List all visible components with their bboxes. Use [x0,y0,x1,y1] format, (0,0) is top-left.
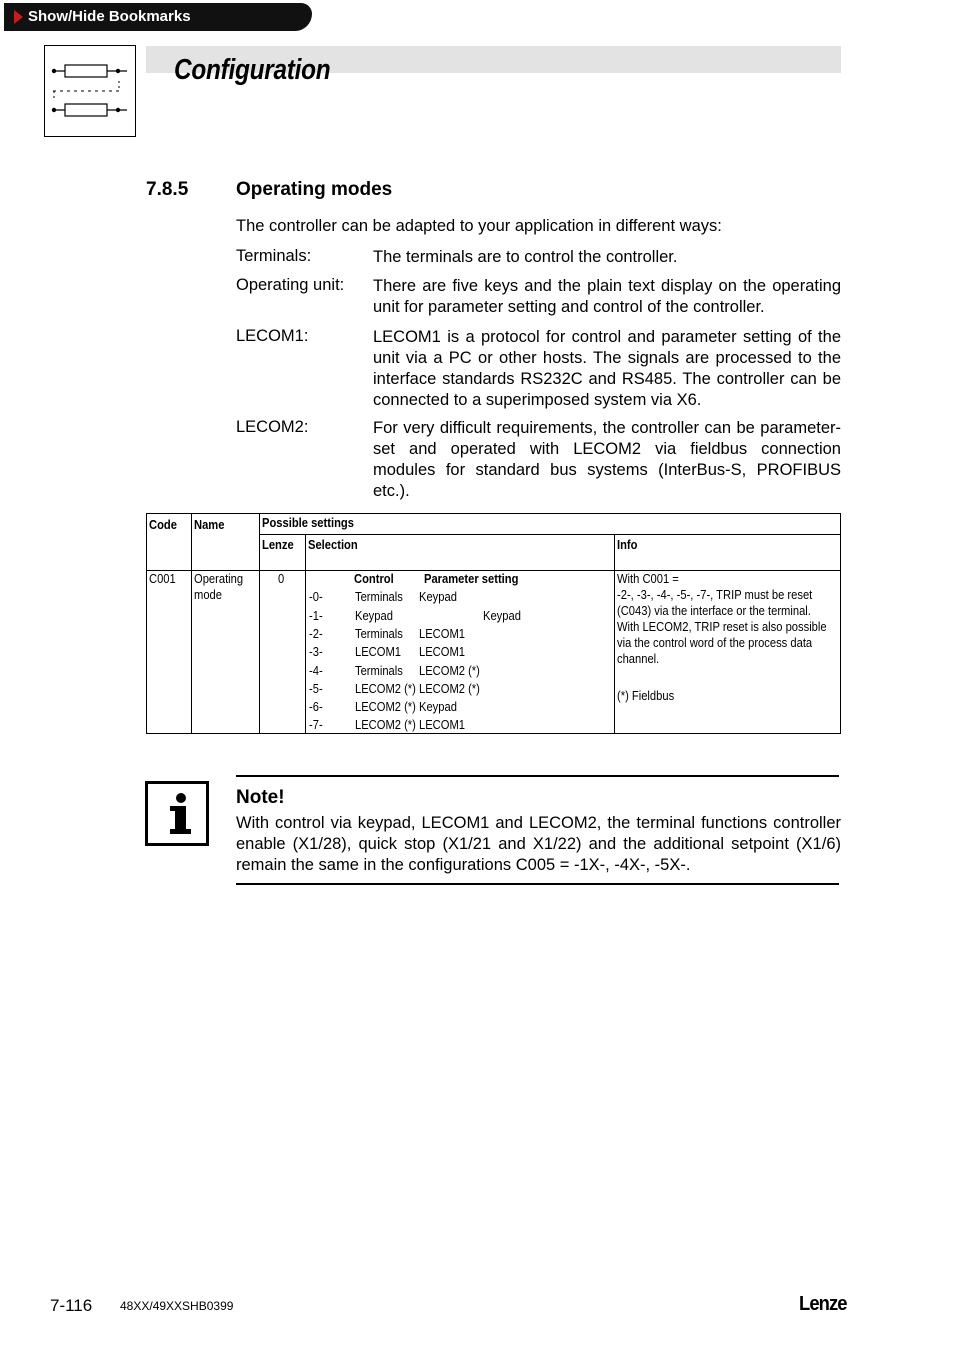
selection-param: LECOM2 (*) [419,663,480,678]
table-divider [305,534,306,733]
selection-index: -1- [309,608,323,623]
intro-text: The controller can be adapted to your application in different ways: [236,217,722,235]
mode-term-operating-unit: Operating unit: [236,276,345,294]
selection-index: -3- [309,644,323,659]
selection-control: LECOM2 (*) [355,717,416,732]
info-footnote: (*) Fieldbus [617,688,675,703]
selection-control: Keypad [355,608,393,623]
mode-term-lecom2: LECOM2: [236,418,309,436]
triangle-right-icon [14,10,23,24]
document-code: 48XX/49XXSHB0399 [120,1299,234,1313]
mode-term-terminals: Terminals: [236,247,312,265]
note-title: Note! [236,787,285,808]
selection-param: Keypad [419,589,457,604]
selection-param: LECOM1 [419,644,465,659]
info-line: via the control word of the process data [617,635,813,650]
mode-term-lecom1: LECOM1: [236,327,309,345]
header-name: Name [194,517,225,532]
selection-param: LECOM2 (*) [419,681,480,696]
header-code: Code [149,517,177,532]
header-selection: Selection [308,537,358,552]
header-possible-settings: Possible settings [262,515,354,530]
mode-desc-lecom1: LECOM1 is a protocol for control and parameter setting of the unit via a PC or other hosts. The signals are processed to the interface standards RS232C and RS485. The controller can be connected to a superimposed system via X6. [373,328,841,409]
mode-desc-operating-unit: There are five keys and the plain text display on the operating unit for parameter setting and control of the controller. [373,277,841,316]
selection-index: -6- [309,699,323,714]
selection-index: -0- [309,589,323,604]
selection-control: LECOM2 (*) [355,699,416,714]
cell-lenze: 0 [278,571,285,586]
table-divider [191,514,192,733]
page-number: 7-116 [50,1296,93,1315]
selection-index: -5- [309,681,323,696]
table-divider [259,514,260,733]
show-hide-bookmarks-button[interactable] [4,3,312,31]
selection-param: Keypad [419,699,457,714]
mode-desc-terminals: The terminals are to control the controller. [373,248,678,266]
info-line: With LECOM2, TRIP reset is also possible [617,619,827,634]
info-line: channel. [617,651,660,666]
selection-control: LECOM2 (*) [355,681,416,696]
section-title: Operating modes [236,179,393,200]
configuration-diagram-icon [44,45,136,137]
selection-param: LECOM1 [419,717,465,732]
cell-code: C001 [149,571,176,586]
section-number: 7.8.5 [146,179,189,200]
header-lenze: Lenze [262,537,294,552]
brand-logo: Lenze [799,1293,847,1315]
selection-param: Keypad [483,608,521,623]
selection-index: -7- [309,717,323,732]
selection-control: LECOM1 [355,644,401,659]
table-divider [260,534,840,535]
selection-control: Terminals [355,626,403,641]
note-rule-top [236,775,839,777]
mode-desc-lecom2: For very difficult requirements, the controller can be parameter-set and operated with LECOM2 via fieldbus connection modules for standard bus systems (InterBus-S, PROFIBUS etc.). [373,419,841,500]
bookmarks-label: Show/Hide Bookmarks [28,8,191,25]
header-info: Info [617,537,638,552]
selection-header-param: Parameter setting [424,571,519,586]
info-line: -2-, -3-, -4-, -5-, -7-, TRIP must be reset [617,587,813,602]
page-title: Configuration [174,54,331,86]
parameter-table [146,513,841,734]
selection-control: Terminals [355,589,403,604]
selection-control: Terminals [355,663,403,678]
selection-param: LECOM1 [419,626,465,641]
info-line: (C043) via the interface or the terminal. [617,603,811,618]
cell-name-line1: Operating [194,571,244,586]
selection-header-control: Control [354,571,394,586]
selection-index: -4- [309,663,323,678]
info-icon [145,781,209,846]
table-divider [614,534,615,733]
cell-name-line2: mode [194,587,222,602]
selection-index: -2- [309,626,323,641]
note-rule-bottom [236,883,839,885]
info-line: With C001 = [617,571,679,586]
note-text: With control via keypad, LECOM1 and LECOM2, the terminal functions controller enable (X1/28), quick stop (X1/21 and X1/22) and the additional setpoint (X1/6) remain the same in the configurations C005 = -1X-, -4X-, -5X-. [236,814,841,874]
